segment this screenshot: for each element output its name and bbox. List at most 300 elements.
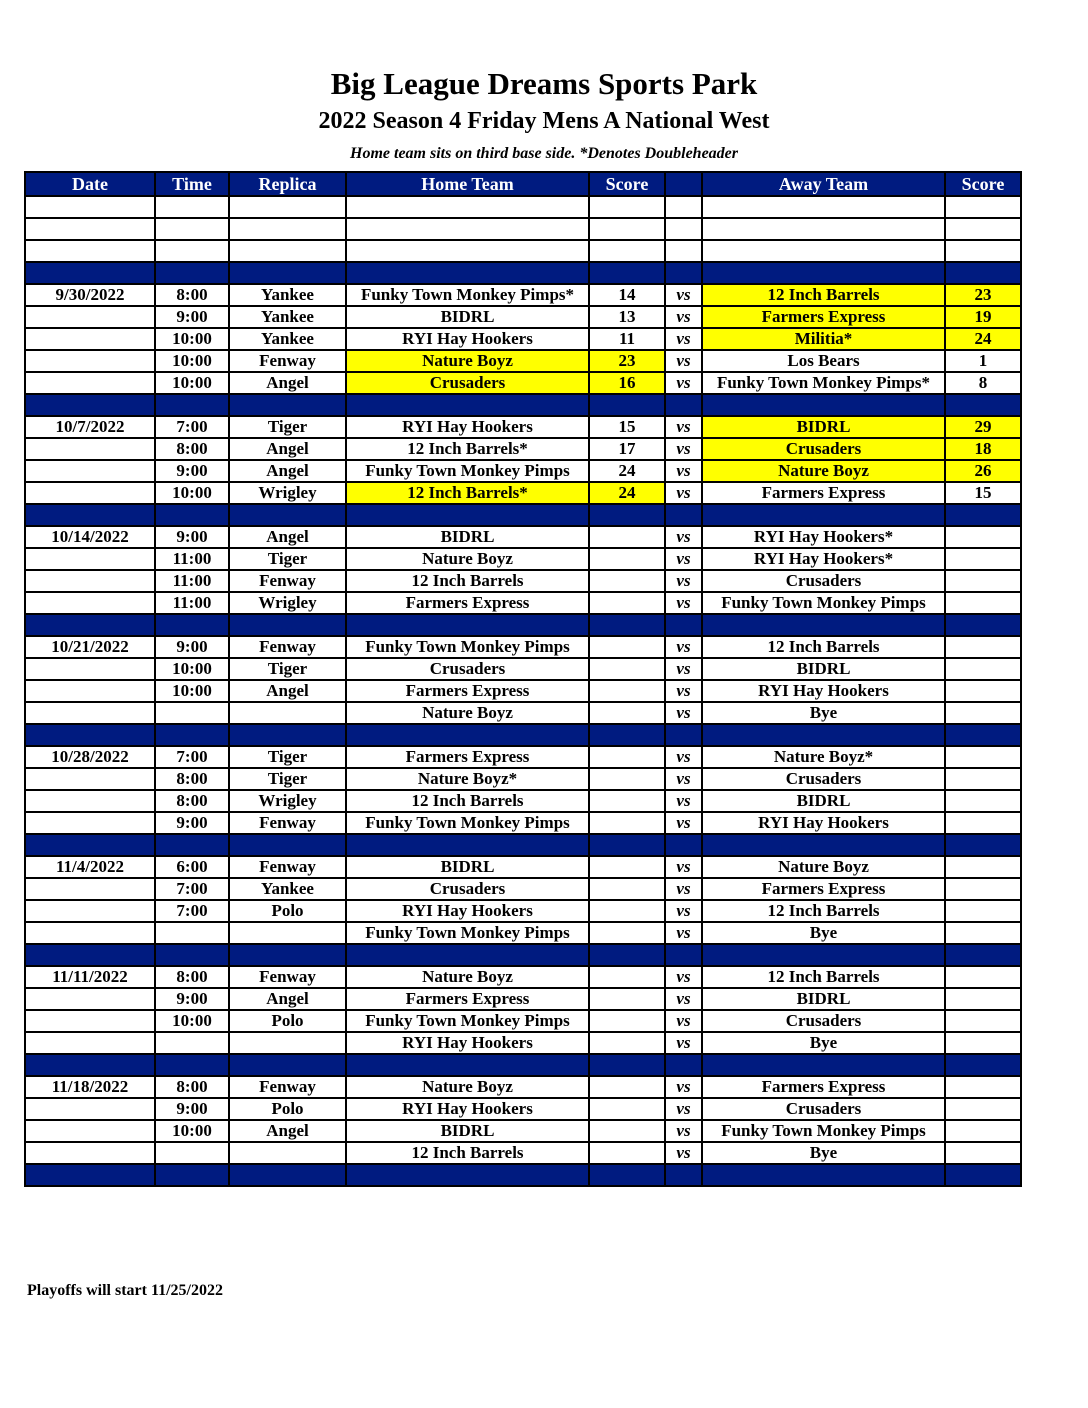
- vs-cell: vs: [665, 900, 702, 922]
- away-score-cell: [945, 1054, 1021, 1076]
- away-team-cell: [702, 504, 945, 526]
- table-row: [25, 306, 1021, 328]
- date-cell: [25, 262, 155, 284]
- time-cell: 10:00: [155, 328, 229, 350]
- home-score-cell: [589, 394, 665, 416]
- table-row: [25, 460, 1021, 482]
- home-team-cell: Funky Town Monkey Pimps: [346, 1010, 589, 1032]
- vs-cell: [665, 196, 702, 218]
- table-row: [25, 922, 1021, 944]
- away-score-cell: [945, 966, 1021, 988]
- vs-cell: vs: [665, 1098, 702, 1120]
- date-cell: [25, 988, 155, 1010]
- replica-cell: [229, 922, 346, 944]
- time-cell: [155, 218, 229, 240]
- home-score-cell: [589, 504, 665, 526]
- table-row: [25, 570, 1021, 592]
- replica-cell: [229, 1054, 346, 1076]
- home-team-cell: 12 Inch Barrels*: [346, 438, 589, 460]
- vs-cell: [665, 944, 702, 966]
- date-cell: [25, 878, 155, 900]
- away-score-cell: [945, 1076, 1021, 1098]
- away-score-cell: [945, 658, 1021, 680]
- home-team-cell: Nature Boyz: [346, 966, 589, 988]
- table-row: [25, 1120, 1021, 1142]
- time-cell: 7:00: [155, 416, 229, 438]
- away-team-cell: BIDRL: [702, 988, 945, 1010]
- home-team-cell: Nature Boyz*: [346, 768, 589, 790]
- vs-cell: vs: [665, 526, 702, 548]
- home-team-cell: Nature Boyz: [346, 350, 589, 372]
- schedule-table: [24, 171, 1022, 1187]
- home-score-cell: 24: [589, 460, 665, 482]
- away-score-cell: [945, 702, 1021, 724]
- date-cell: 11/11/2022: [25, 966, 155, 988]
- time-cell: [155, 504, 229, 526]
- table-header-row: [25, 172, 1021, 196]
- away-team-cell: [702, 834, 945, 856]
- date-cell: [25, 438, 155, 460]
- replica-cell: Tiger: [229, 768, 346, 790]
- table-row: [25, 988, 1021, 1010]
- time-cell: 10:00: [155, 1120, 229, 1142]
- vs-cell: vs: [665, 460, 702, 482]
- vs-cell: [665, 834, 702, 856]
- time-cell: 8:00: [155, 1076, 229, 1098]
- replica-cell: Fenway: [229, 636, 346, 658]
- away-team-cell: 12 Inch Barrels: [702, 966, 945, 988]
- date-cell: [25, 350, 155, 372]
- replica-cell: Wrigley: [229, 790, 346, 812]
- replica-cell: Angel: [229, 1120, 346, 1142]
- time-cell: [155, 240, 229, 262]
- time-cell: [155, 922, 229, 944]
- away-team-cell: Farmers Express: [702, 306, 945, 328]
- date-cell: [25, 328, 155, 350]
- table-row: [25, 482, 1021, 504]
- table-row: [25, 658, 1021, 680]
- home-team-cell: Funky Town Monkey Pimps: [346, 636, 589, 658]
- away-score-cell: [945, 262, 1021, 284]
- away-score-cell: [945, 944, 1021, 966]
- table-row: [25, 790, 1021, 812]
- time-cell: [155, 834, 229, 856]
- home-team-cell: RYI Hay Hookers: [346, 900, 589, 922]
- time-cell: 11:00: [155, 570, 229, 592]
- away-score-cell: [945, 1010, 1021, 1032]
- vs-cell: vs: [665, 1142, 702, 1164]
- home-team-cell: Crusaders: [346, 372, 589, 394]
- home-team-cell: BIDRL: [346, 856, 589, 878]
- date-cell: [25, 1142, 155, 1164]
- away-score-cell: [945, 856, 1021, 878]
- home-team-cell: [346, 196, 589, 218]
- home-score-cell: [589, 724, 665, 746]
- home-score-cell: [589, 966, 665, 988]
- home-score-cell: [589, 702, 665, 724]
- away-score-cell: [945, 988, 1021, 1010]
- date-cell: [25, 504, 155, 526]
- replica-cell: Yankee: [229, 306, 346, 328]
- home-score-cell: [589, 922, 665, 944]
- vs-cell: vs: [665, 966, 702, 988]
- date-cell: 11/4/2022: [25, 856, 155, 878]
- away-team-cell: [702, 240, 945, 262]
- home-score-cell: [589, 548, 665, 570]
- home-team-cell: [346, 262, 589, 284]
- home-score-cell: 14: [589, 284, 665, 306]
- blank-row: [25, 240, 1021, 262]
- table-row: [25, 328, 1021, 350]
- home-team-cell: [346, 1164, 589, 1186]
- replica-cell: [229, 1032, 346, 1054]
- replica-cell: Yankee: [229, 284, 346, 306]
- home-score-cell: 13: [589, 306, 665, 328]
- date-cell: [25, 900, 155, 922]
- time-cell: 9:00: [155, 526, 229, 548]
- away-team-cell: Crusaders: [702, 570, 945, 592]
- week-separator-row: [25, 724, 1021, 746]
- date-cell: 10/7/2022: [25, 416, 155, 438]
- vs-cell: vs: [665, 350, 702, 372]
- away-score-cell: [945, 878, 1021, 900]
- replica-cell: [229, 944, 346, 966]
- date-cell: [25, 482, 155, 504]
- home-team-cell: Nature Boyz: [346, 1076, 589, 1098]
- replica-cell: Angel: [229, 460, 346, 482]
- time-cell: [155, 1164, 229, 1186]
- vs-cell: [665, 724, 702, 746]
- away-team-cell: [702, 218, 945, 240]
- away-team-cell: [702, 1164, 945, 1186]
- away-score-cell: [945, 526, 1021, 548]
- replica-cell: Yankee: [229, 878, 346, 900]
- home-team-cell: [346, 724, 589, 746]
- time-cell: 10:00: [155, 680, 229, 702]
- replica-cell: [229, 724, 346, 746]
- schedule-note: Home team sits on third base side. *Denotes Doubleheader: [350, 145, 738, 162]
- home-score-cell: [589, 262, 665, 284]
- date-cell: [25, 460, 155, 482]
- table-row: [25, 746, 1021, 768]
- time-cell: [155, 196, 229, 218]
- time-cell: 7:00: [155, 746, 229, 768]
- home-team-cell: BIDRL: [346, 526, 589, 548]
- col-header-home-team: Home Team: [346, 172, 589, 196]
- vs-cell: vs: [665, 416, 702, 438]
- page-title: Big League Dreams Sports Park: [330, 66, 758, 101]
- time-cell: 9:00: [155, 1098, 229, 1120]
- table-row: [25, 372, 1021, 394]
- table-row: [25, 900, 1021, 922]
- date-cell: [25, 812, 155, 834]
- away-team-cell: BIDRL: [702, 416, 945, 438]
- vs-cell: vs: [665, 438, 702, 460]
- col-header-date: Date: [25, 172, 155, 196]
- vs-cell: vs: [665, 1076, 702, 1098]
- date-cell: [25, 394, 155, 416]
- date-cell: [25, 240, 155, 262]
- vs-cell: vs: [665, 768, 702, 790]
- replica-cell: [229, 1142, 346, 1164]
- home-score-cell: [589, 812, 665, 834]
- away-team-cell: Bye: [702, 1032, 945, 1054]
- home-team-cell: 12 Inch Barrels: [346, 790, 589, 812]
- date-cell: [25, 790, 155, 812]
- date-cell: 11/18/2022: [25, 1076, 155, 1098]
- replica-cell: Tiger: [229, 746, 346, 768]
- home-team-cell: 12 Inch Barrels*: [346, 482, 589, 504]
- vs-cell: vs: [665, 856, 702, 878]
- away-team-cell: Nature Boyz*: [702, 746, 945, 768]
- away-score-cell: [945, 790, 1021, 812]
- away-score-cell: [945, 1098, 1021, 1120]
- home-score-cell: 15: [589, 416, 665, 438]
- away-score-cell: [945, 240, 1021, 262]
- away-team-cell: RYI Hay Hookers: [702, 812, 945, 834]
- home-score-cell: [589, 1142, 665, 1164]
- replica-cell: Polo: [229, 1010, 346, 1032]
- replica-cell: Tiger: [229, 416, 346, 438]
- date-cell: [25, 548, 155, 570]
- col-header-replica: Replica: [229, 172, 346, 196]
- table-row: [25, 1076, 1021, 1098]
- week-separator-row: [25, 834, 1021, 856]
- time-cell: 9:00: [155, 812, 229, 834]
- date-cell: [25, 306, 155, 328]
- away-score-cell: 1: [945, 350, 1021, 372]
- col-header-time: Time: [155, 172, 229, 196]
- time-cell: 9:00: [155, 460, 229, 482]
- table-row: [25, 592, 1021, 614]
- col-header-away-score: Score: [945, 172, 1021, 196]
- replica-cell: Angel: [229, 526, 346, 548]
- time-cell: [155, 944, 229, 966]
- home-score-cell: [589, 944, 665, 966]
- time-cell: 6:00: [155, 856, 229, 878]
- vs-cell: [665, 218, 702, 240]
- away-team-cell: [702, 724, 945, 746]
- away-team-cell: Los Bears: [702, 350, 945, 372]
- home-score-cell: [589, 592, 665, 614]
- away-team-cell: [702, 614, 945, 636]
- home-team-cell: Funky Town Monkey Pimps*: [346, 284, 589, 306]
- time-cell: [155, 1054, 229, 1076]
- away-team-cell: [702, 394, 945, 416]
- time-cell: 10:00: [155, 372, 229, 394]
- away-team-cell: BIDRL: [702, 790, 945, 812]
- vs-cell: vs: [665, 1010, 702, 1032]
- home-team-cell: Funky Town Monkey Pimps: [346, 922, 589, 944]
- vs-cell: vs: [665, 482, 702, 504]
- date-cell: [25, 680, 155, 702]
- home-score-cell: [589, 526, 665, 548]
- home-team-cell: 12 Inch Barrels: [346, 1142, 589, 1164]
- vs-cell: vs: [665, 636, 702, 658]
- date-cell: [25, 724, 155, 746]
- home-team-cell: RYI Hay Hookers: [346, 416, 589, 438]
- col-header-vs: [665, 172, 702, 196]
- vs-cell: vs: [665, 372, 702, 394]
- date-cell: [25, 944, 155, 966]
- table-row: [25, 768, 1021, 790]
- time-cell: 10:00: [155, 482, 229, 504]
- replica-cell: [229, 614, 346, 636]
- home-team-cell: [346, 240, 589, 262]
- time-cell: [155, 1142, 229, 1164]
- home-score-cell: [589, 1076, 665, 1098]
- table-row: [25, 438, 1021, 460]
- schedule-body: [25, 196, 1021, 1186]
- vs-cell: vs: [665, 328, 702, 350]
- time-cell: 8:00: [155, 284, 229, 306]
- replica-cell: [229, 394, 346, 416]
- time-cell: [155, 262, 229, 284]
- home-team-cell: Crusaders: [346, 878, 589, 900]
- date-cell: [25, 922, 155, 944]
- vs-cell: [665, 614, 702, 636]
- away-team-cell: Farmers Express: [702, 1076, 945, 1098]
- table-row: [25, 680, 1021, 702]
- table-row: [25, 812, 1021, 834]
- home-score-cell: [589, 658, 665, 680]
- table-row: [25, 1142, 1021, 1164]
- time-cell: 11:00: [155, 548, 229, 570]
- date-cell: [25, 1098, 155, 1120]
- away-score-cell: [945, 724, 1021, 746]
- home-score-cell: [589, 196, 665, 218]
- vs-cell: [665, 1054, 702, 1076]
- home-team-cell: [346, 394, 589, 416]
- replica-cell: Fenway: [229, 856, 346, 878]
- date-cell: [25, 702, 155, 724]
- away-team-cell: Crusaders: [702, 1098, 945, 1120]
- table-row: [25, 350, 1021, 372]
- away-score-cell: [945, 1142, 1021, 1164]
- week-separator-row: [25, 944, 1021, 966]
- time-cell: 9:00: [155, 636, 229, 658]
- date-cell: [25, 1120, 155, 1142]
- vs-cell: vs: [665, 790, 702, 812]
- away-team-cell: Crusaders: [702, 768, 945, 790]
- home-score-cell: [589, 1098, 665, 1120]
- away-score-cell: [945, 834, 1021, 856]
- away-team-cell: Bye: [702, 922, 945, 944]
- home-score-cell: 16: [589, 372, 665, 394]
- time-cell: 7:00: [155, 900, 229, 922]
- date-cell: [25, 768, 155, 790]
- time-cell: [155, 1032, 229, 1054]
- replica-cell: Fenway: [229, 1076, 346, 1098]
- home-team-cell: Farmers Express: [346, 592, 589, 614]
- replica-cell: Wrigley: [229, 482, 346, 504]
- week-separator-row: [25, 1054, 1021, 1076]
- away-score-cell: [945, 1164, 1021, 1186]
- vs-cell: vs: [665, 570, 702, 592]
- home-team-cell: Crusaders: [346, 658, 589, 680]
- away-score-cell: [945, 196, 1021, 218]
- replica-cell: Tiger: [229, 548, 346, 570]
- home-score-cell: [589, 1032, 665, 1054]
- replica-cell: [229, 240, 346, 262]
- away-score-cell: 19: [945, 306, 1021, 328]
- home-team-cell: RYI Hay Hookers: [346, 1032, 589, 1054]
- home-score-cell: [589, 218, 665, 240]
- replica-cell: Yankee: [229, 328, 346, 350]
- home-team-cell: Farmers Express: [346, 988, 589, 1010]
- date-cell: 10/21/2022: [25, 636, 155, 658]
- away-team-cell: RYI Hay Hookers*: [702, 526, 945, 548]
- vs-cell: vs: [665, 548, 702, 570]
- away-team-cell: Militia*: [702, 328, 945, 350]
- home-score-cell: 24: [589, 482, 665, 504]
- home-score-cell: [589, 240, 665, 262]
- replica-cell: [229, 262, 346, 284]
- home-score-cell: 17: [589, 438, 665, 460]
- date-cell: [25, 196, 155, 218]
- page-subtitle: 2022 Season 4 Friday Mens A National West: [318, 108, 770, 134]
- home-score-cell: [589, 900, 665, 922]
- vs-cell: vs: [665, 592, 702, 614]
- away-team-cell: Nature Boyz: [702, 856, 945, 878]
- vs-cell: vs: [665, 702, 702, 724]
- vs-cell: [665, 262, 702, 284]
- replica-cell: [229, 834, 346, 856]
- date-cell: [25, 218, 155, 240]
- home-team-cell: Funky Town Monkey Pimps: [346, 812, 589, 834]
- date-cell: [25, 592, 155, 614]
- week-separator-row: [25, 614, 1021, 636]
- away-score-cell: [945, 1032, 1021, 1054]
- away-team-cell: Farmers Express: [702, 878, 945, 900]
- date-cell: [25, 1010, 155, 1032]
- home-score-cell: [589, 878, 665, 900]
- replica-cell: Polo: [229, 900, 346, 922]
- home-score-cell: [589, 746, 665, 768]
- vs-cell: vs: [665, 922, 702, 944]
- home-score-cell: [589, 570, 665, 592]
- away-team-cell: Farmers Express: [702, 482, 945, 504]
- away-score-cell: [945, 504, 1021, 526]
- away-score-cell: [945, 592, 1021, 614]
- table-row: [25, 284, 1021, 306]
- time-cell: 9:00: [155, 988, 229, 1010]
- away-team-cell: [702, 944, 945, 966]
- date-cell: [25, 614, 155, 636]
- replica-cell: [229, 196, 346, 218]
- table-row: [25, 548, 1021, 570]
- date-cell: 9/30/2022: [25, 284, 155, 306]
- week-separator-row: [25, 1164, 1021, 1186]
- time-cell: [155, 724, 229, 746]
- replica-cell: [229, 218, 346, 240]
- away-team-cell: [702, 196, 945, 218]
- vs-cell: [665, 394, 702, 416]
- vs-cell: vs: [665, 306, 702, 328]
- vs-cell: vs: [665, 658, 702, 680]
- home-team-cell: [346, 1054, 589, 1076]
- replica-cell: Polo: [229, 1098, 346, 1120]
- replica-cell: Fenway: [229, 570, 346, 592]
- away-score-cell: 24: [945, 328, 1021, 350]
- replica-cell: [229, 1164, 346, 1186]
- home-team-cell: Farmers Express: [346, 680, 589, 702]
- vs-cell: vs: [665, 1120, 702, 1142]
- time-cell: 10:00: [155, 350, 229, 372]
- table-row: [25, 1032, 1021, 1054]
- table-row: [25, 636, 1021, 658]
- home-team-cell: RYI Hay Hookers: [346, 1098, 589, 1120]
